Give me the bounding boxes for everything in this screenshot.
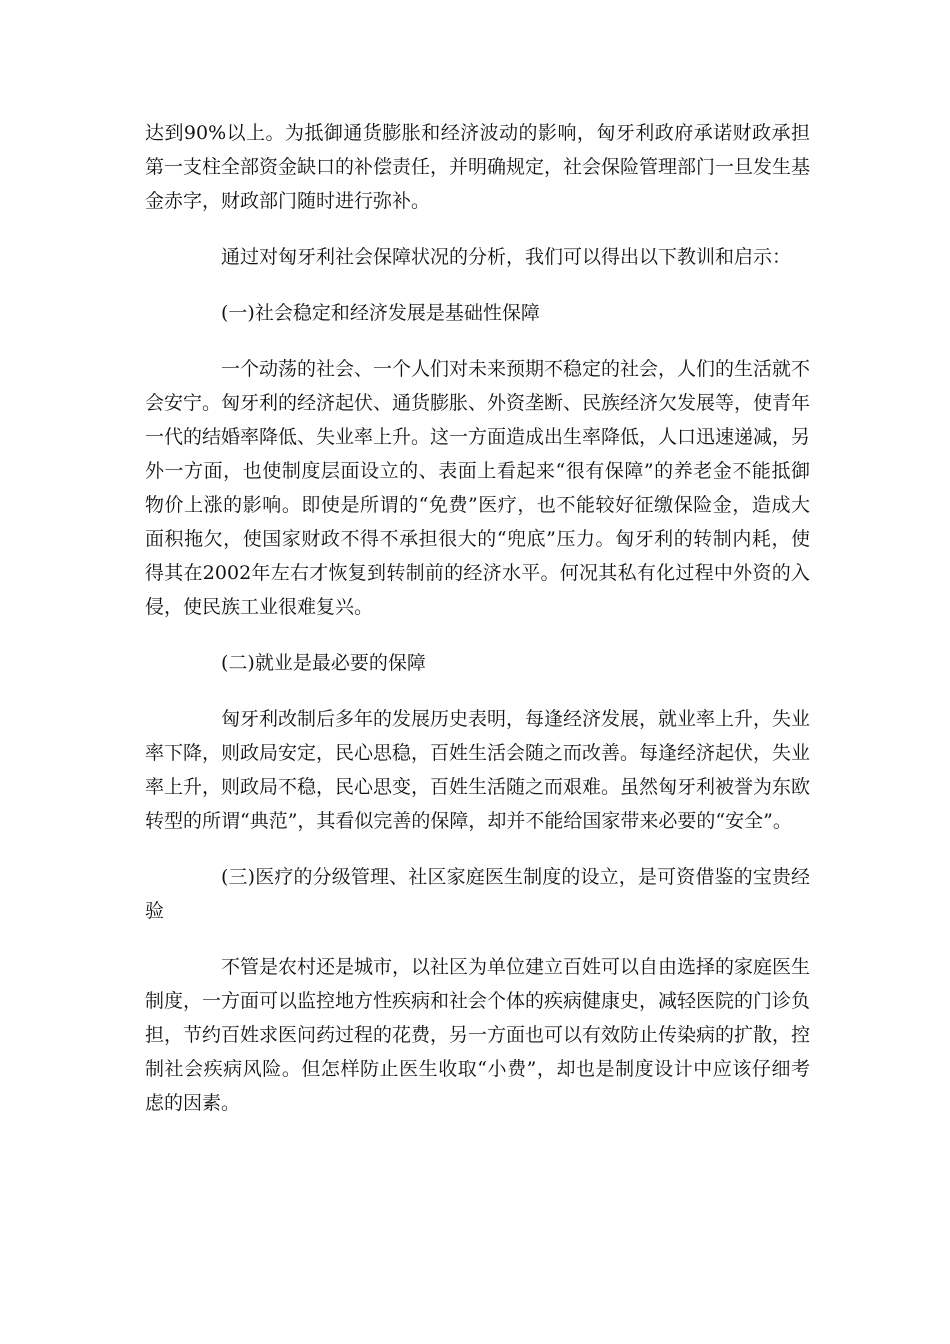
section-heading-1: (一)社会稳定和经济发展是基础性保障 xyxy=(221,302,540,324)
paragraph-continuation: 达到90%以上。为抵御通货膨胀和经济波动的影响，匈牙利政府承诺财政承担第一支柱全部资金缺口的补偿责任，并明确规定，社会保险管理部门一旦发生基金赤字，财政部门随时进行弥补。 xyxy=(145,122,811,212)
document-body xyxy=(145,116,810,1142)
section-heading-2: (二)就业是最必要的保障 xyxy=(221,652,426,674)
paragraph-section-1: 一个动荡的社会、一个人们对未来预期不稳定的社会，人们的生活就不会安宁。匈牙利的经济起伏、通货膨胀、外资垄断、民族经济欠发展等，使青年一代的结婚率降低、失业率上升。这一方面造成出生率降低，人口迅速递减，另外一方面，也使制度层面设立的、表面上看起来“很有保障”的养老金不能抵御物价上涨的影响。即使是所谓的“免费”医疗，也不能较好征缴保险金，造成大面积拖欠，使国家财政不得不承担很大的“兜底”压力。匈牙利的转制内耗，使得其在2002年左右才恢复到转制前的经济水平。何况其私有化过程中外资的入侵，使民族工业很难复兴。 xyxy=(145,358,811,618)
paragraph-section-2: 匈牙利改制后多年的发展历史表明，每逢经济发展，就业率上升，失业率下降，则政局安定，民心思稳，百姓生活会随之而改善。每逢经济起伏，失业率上升，则政局不稳，民心思变，百姓生活随之而艰难。虽然匈牙利被誉为东欧转型的所谓“典范”，其看似完善的保障，却并不能给国家带来必要的“安全”。 xyxy=(145,708,811,832)
paragraph-intro: 通过对匈牙利社会保障状况的分析，我们可以得出以下教训和启示： xyxy=(221,246,792,268)
paragraph-section-3: 不管是农村还是城市，以社区为单位建立百姓可以自由选择的家庭医生制度，一方面可以监控地方性疾病和社会个体的疾病健康史，减轻医院的门诊负担，节约百姓求医问药过程的花费，另一方面也可以有效防止传染病的扩散，控制社会疾病风险。但怎样防止医生收取“小费”，却也是制度设计中应该仔细考虑的因素。 xyxy=(145,956,811,1114)
section-heading-3: (三)医疗的分级管理、社区家庭医生制度的设立，是可资借鉴的宝贵经验 xyxy=(145,866,810,922)
